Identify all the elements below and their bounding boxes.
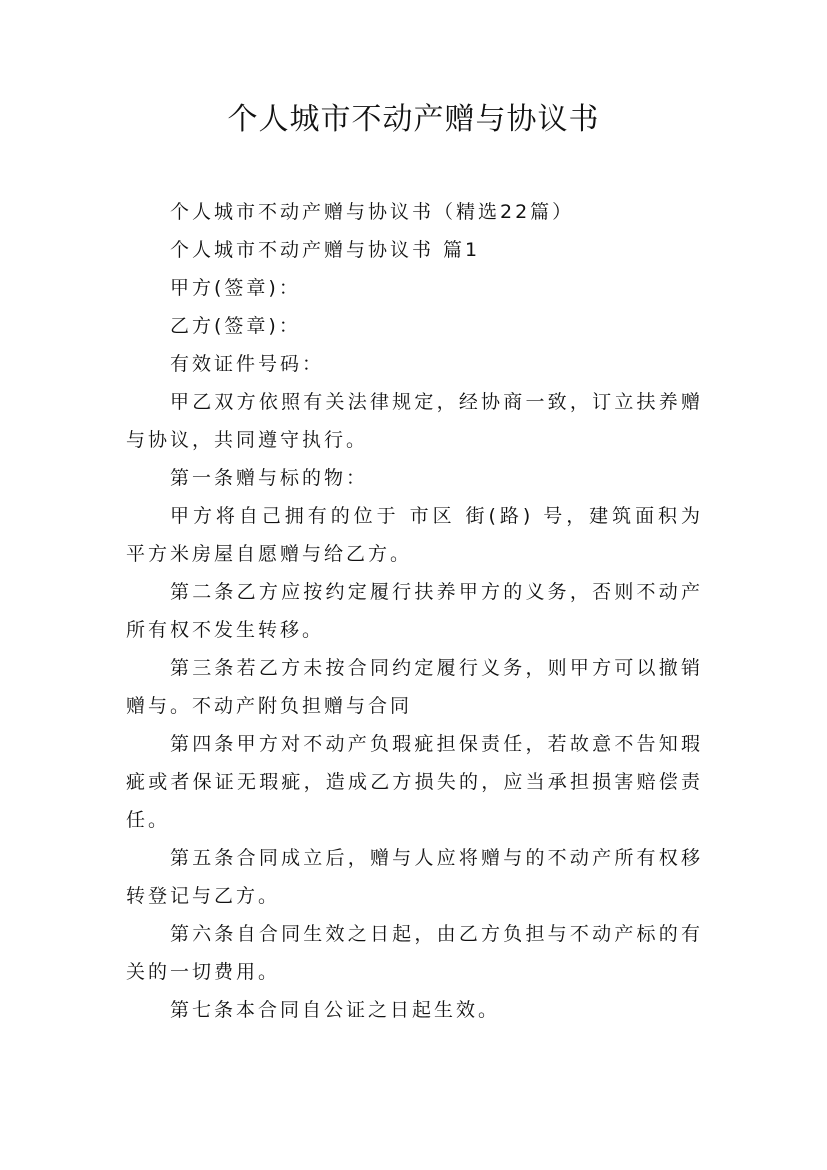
paragraph-section-heading: 个人城市不动产赠与协议书 篇1 xyxy=(170,239,481,261)
paragraph-article-2: 第二条乙方应按约定履行扶养甲方的义务，否则不动产所有权不发生转移。 xyxy=(126,581,703,641)
paragraph-party-a-signature: 甲方(签章)： xyxy=(170,277,301,299)
paragraph-id-number: 有效证件号码： xyxy=(170,353,325,375)
paragraph-article-1-content: 甲方将自己拥有的位于 市区 街(路) 号，建筑面积为 平方米房屋自愿赠与给乙方。 xyxy=(126,505,703,565)
document-body xyxy=(126,193,703,1029)
paragraph-party-b-signature: 乙方(签章)： xyxy=(170,315,301,337)
paragraph-subtitle: 个人城市不动产赠与协议书（精选22篇） xyxy=(170,201,575,223)
paragraph-preamble: 甲乙双方依照有关法律规定，经协商一致，订立扶养赠与协议，共同遵守执行。 xyxy=(126,391,703,451)
paragraph-article-1: 第一条赠与标的物： xyxy=(170,467,369,489)
paragraph-article-3: 第三条若乙方未按合同约定履行义务，则甲方可以撤销赠与。不动产附负担赠与合同 xyxy=(126,657,703,717)
document-title: 个人城市不动产赠与协议书 xyxy=(227,102,600,137)
paragraph-article-5: 第五条合同成立后，赠与人应将赠与的不动产所有权移转登记与乙方。 xyxy=(126,847,703,907)
paragraph-article-6: 第六条自合同生效之日起，由乙方负担与不动产标的有关的一切费用。 xyxy=(126,923,703,983)
paragraph-article-4: 第四条甲方对不动产负瑕疵担保责任，若故意不告知瑕疵或者保证无瑕疵，造成乙方损失的，应当承担损害赔偿责任。 xyxy=(126,733,703,831)
paragraph-article-7: 第七条本合同自公证之日起生效。 xyxy=(170,999,501,1021)
